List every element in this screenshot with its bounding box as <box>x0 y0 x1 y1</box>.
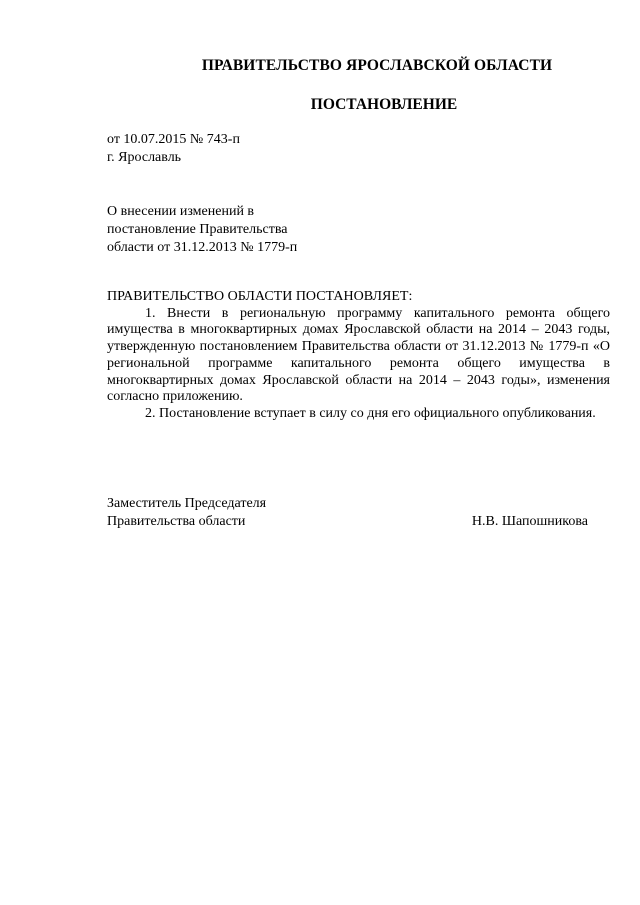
signatory-position-line2: Правительства области <box>107 514 246 529</box>
decree-heading: ПРАВИТЕЛЬСТВО ОБЛАСТИ ПОСТАНОВЛЯЕТ: <box>107 289 413 304</box>
signatory-name: Н.В. Шапошникова <box>471 514 588 529</box>
authority-title: ПРАВИТЕЛЬСТВО ЯРОСЛАВСКОЙ ОБЛАСТИ <box>201 57 553 74</box>
decree-body <box>107 289 610 423</box>
signature-block <box>107 495 588 531</box>
paragraph-2: 2. Постановление вступает в силу со дня его официального опубликования. <box>145 405 596 421</box>
subject-block <box>107 203 297 257</box>
document-type: ПОСТАНОВЛЕНИЕ <box>310 96 458 113</box>
date-number: от 10.07.2015 № 743-п <box>107 132 240 147</box>
subject-line: постановление Правительства <box>107 222 288 237</box>
paragraph-1: 1. Внести в региональную программу капитального ремонта общего имущества в многоквартирных домах Ярославской области на 2014 – 2043 годы, утвержденную постановлением Правительства области от 31.12.2013 № 1779-п «О региональной программе капитального ремонта общего имущества в многоквартирных домах Ярославской области на 2014 – 2043 годы», изменения согласно приложению. <box>107 305 610 405</box>
subject-line: области от 31.12.2013 № 1779-п <box>107 240 298 255</box>
city: г. Ярославль <box>107 150 182 165</box>
signatory-position-line1: Заместитель Председателя <box>107 496 267 511</box>
subject-line: О внесении изменений в <box>107 204 255 219</box>
